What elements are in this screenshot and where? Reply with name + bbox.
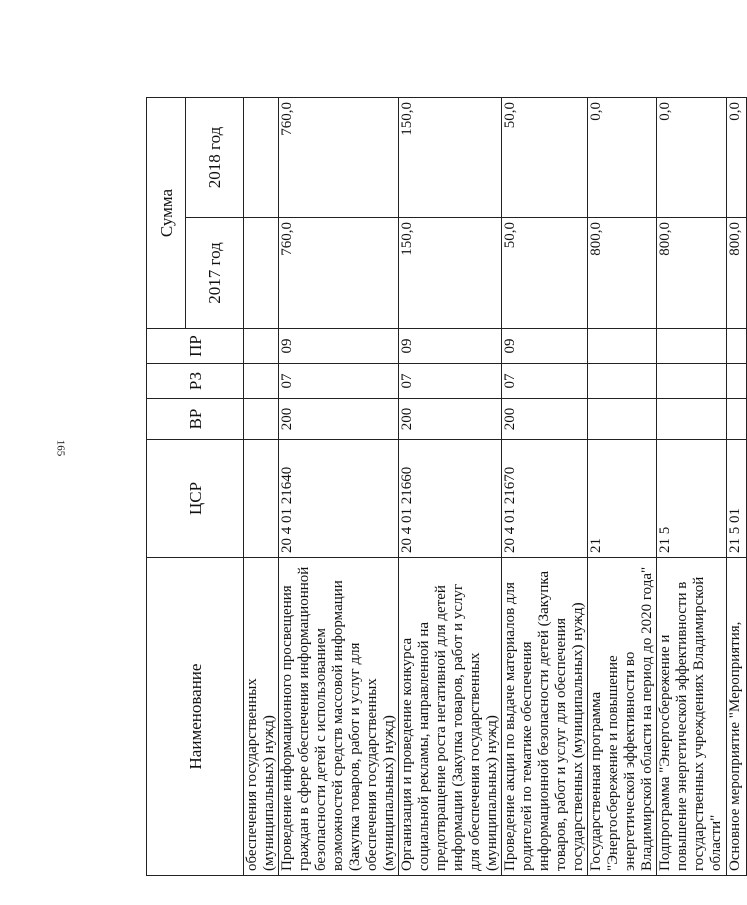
row-name: Проведение информационного просвещения граждан в сфере обеспечения информационной безопасности детей с использованием возможностей средств массовой информации (Закупка товаров, работ и услуг для обеспечения государственных (муниципальных) нужд) [279,558,399,876]
row-pr: 09 [502,329,588,364]
row-vr: 200 [399,399,502,440]
header-2018: 2018 год [186,97,244,217]
header-vr: ВР [147,399,244,440]
row-2018 [244,97,279,217]
table-row [727,97,747,875]
row-rz: 07 [399,364,502,399]
row-csr: 21 [588,440,657,558]
row-pr [588,329,657,364]
row-vr: 200 [502,399,588,440]
row-2017: 150,0 [399,218,502,329]
row-2017: 800,0 [657,218,727,329]
budget-table [146,97,747,876]
table-row [657,97,727,875]
row-rz [727,364,747,399]
row-rz [588,364,657,399]
row-vr: 200 [279,399,399,440]
header-rz: РЗ [147,364,244,399]
header-pr: ПР [147,329,244,364]
row-rz: 07 [502,364,588,399]
row-2017: 760,0 [279,218,399,329]
row-pr [244,329,279,364]
row-name: Проведение акции по выдаче материалов для родителей по тематике обеспечения информационной безопасности детей (Закупка товаров, работ и услуг для обеспечения государственных (муниципальных) нужд) [502,558,588,876]
row-2018: 0,0 [657,97,727,217]
row-2018: 0,0 [588,97,657,217]
row-vr [727,399,747,440]
row-pr [727,329,747,364]
row-2017: 800,0 [727,218,747,329]
header-row [147,97,186,875]
header-sum: Сумма [147,97,186,328]
row-2018: 760,0 [279,97,399,217]
row-rz [657,364,727,399]
table-row [244,97,279,875]
row-2017: 800,0 [588,218,657,329]
row-rz [244,364,279,399]
table-row [399,97,502,875]
row-2018: 50,0 [502,97,588,217]
row-name: Основное мероприятие "Мероприятия, [727,558,747,876]
header-name: Наименование [147,558,244,876]
row-2017 [244,218,279,329]
header-2017: 2017 год [186,218,244,329]
row-name: обеспечения государственных (муниципальных) нужд) [244,558,279,876]
header-csr: ЦСР [147,440,244,558]
row-pr: 09 [279,329,399,364]
row-vr [588,399,657,440]
table-row [502,97,588,875]
row-csr: 20 4 01 21640 [279,440,399,558]
row-csr: 21 5 [657,440,727,558]
row-csr [244,440,279,558]
row-vr [657,399,727,440]
table-row [279,97,399,875]
row-csr: 20 4 01 21660 [399,440,502,558]
row-vr [244,399,279,440]
row-csr: 20 4 01 21670 [502,440,588,558]
row-2018: 0,0 [727,97,747,217]
row-pr [657,329,727,364]
row-name: Подпрограмма "Энергосбережение и повышение энергетической эффективности в государственных учреждениях Владимирской области" [657,558,727,876]
row-csr: 21 5 01 [727,440,747,558]
row-2018: 150,0 [399,97,502,217]
page-number: 165 [54,439,67,457]
row-rz: 07 [279,364,399,399]
table-row [588,97,657,875]
row-name: Государственная программа "Энергосбережение и повышение энергетической эффективности во Владимирской области на период до 2020 года" [588,558,657,876]
row-pr: 09 [399,329,502,364]
row-2017: 50,0 [502,218,588,329]
row-name: Организация и проведение конкурса социальной рекламы, направленной на предотвращение роста негативной для детей информации (Закупка товаров, работ и услуг для обеспечения государственных (муниципальных) нужд) [399,558,502,876]
